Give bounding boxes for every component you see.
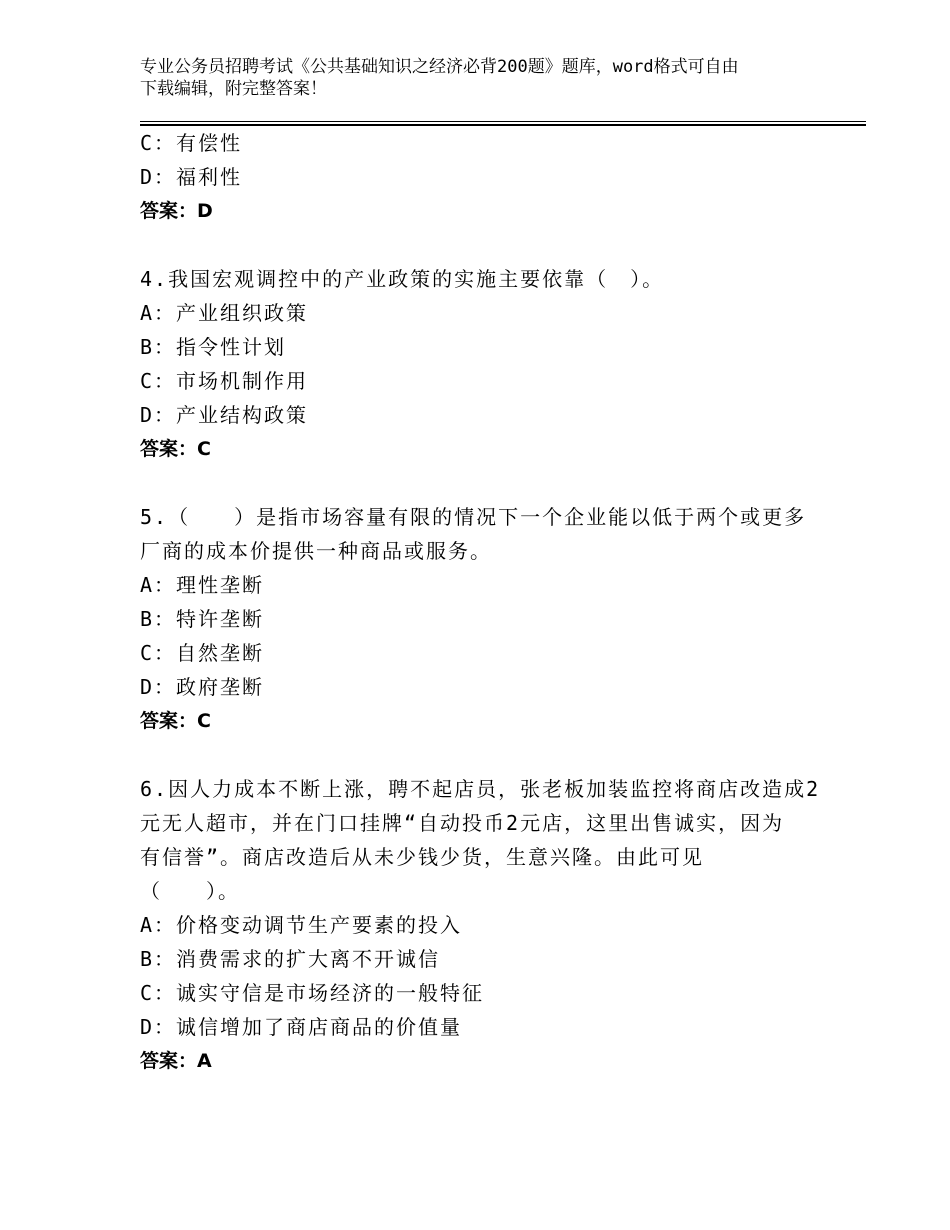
question-stem-line-1: 6.因人力成本不断上涨，聘不起店员，张老板加装监控将商店改造成2: [140, 777, 821, 801]
document-header: [140, 56, 820, 100]
question-stem-line-2: 元无人超市，并在门口挂牌“自动投币2元店，这里出售诚实，因为: [140, 811, 785, 835]
spacer: [140, 228, 820, 262]
spacer: [140, 466, 820, 500]
option-d: D：产业结构政策: [140, 403, 309, 427]
spacer: [140, 738, 820, 772]
header-line-1: 专业公务员招聘考试《公共基础知识之经济必背200题》题库，word格式可自由: [140, 57, 739, 77]
question-stem-line-1: 5.（ ）是指市场容量有限的情况下一个企业能以低于两个或更多: [140, 505, 807, 529]
option-d: D：诚信增加了商店商品的价值量: [140, 1015, 463, 1039]
document-body: [140, 126, 820, 1078]
option-c: C：市场机制作用: [140, 369, 309, 393]
option-c: C：诚实守信是市场经济的一般特征: [140, 981, 485, 1005]
option-a: A：产业组织政策: [140, 301, 309, 325]
question-stem-line-4: （ ）。: [140, 879, 240, 903]
question-5: [140, 500, 820, 738]
option-b: B：特许垄断: [140, 607, 265, 631]
option-b: B：指令性计划: [140, 335, 287, 359]
option-d: D：福利性: [140, 165, 243, 189]
option-a: A：价格变动调节生产要素的投入: [140, 913, 463, 937]
answer-label: 答案：A: [140, 1050, 212, 1072]
answer-label: 答案：C: [140, 438, 211, 460]
answer-label: 答案：C: [140, 710, 211, 732]
question-4: [140, 262, 820, 466]
option-c: C：有偿性: [140, 131, 243, 155]
header-rule-thin: [140, 121, 866, 122]
answer-label: 答案：D: [140, 200, 213, 222]
question-3-tail: [140, 126, 820, 228]
question-stem: 4.我国宏观调控中的产业政策的实施主要依靠（ ）。: [140, 267, 665, 291]
option-c: C：自然垄断: [140, 641, 265, 665]
header-line-2: 下载编辑，附完整答案！: [140, 79, 327, 99]
option-d: D：政府垄断: [140, 675, 265, 699]
question-stem-line-2: 厂商的成本价提供一种商品或服务。: [140, 539, 492, 563]
question-6: [140, 772, 820, 1078]
option-a: A：理性垄断: [140, 573, 265, 597]
option-b: B：消费需求的扩大离不开诚信: [140, 947, 441, 971]
question-stem-line-3: 有信誉”。商店改造后从未少钱少货，生意兴隆。由此可见: [140, 845, 705, 869]
